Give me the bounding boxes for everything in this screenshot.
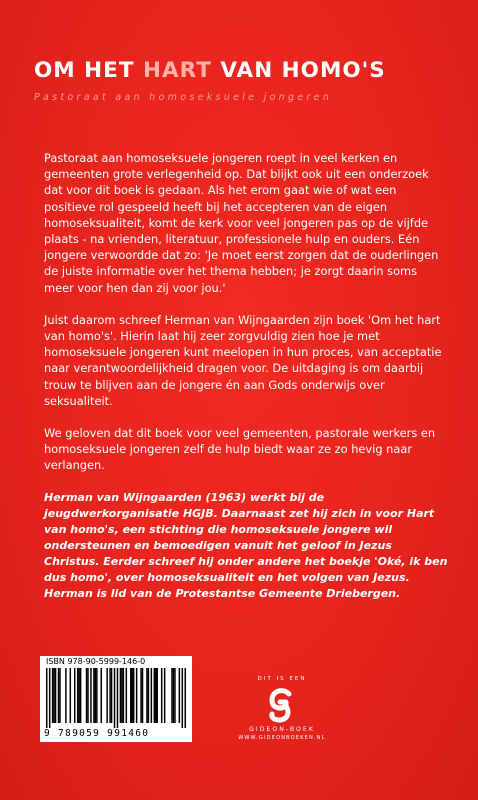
barcode-bar xyxy=(131,668,132,723)
barcode-bar xyxy=(133,668,134,723)
barcode-bar xyxy=(109,668,110,723)
barcode-bar xyxy=(58,668,59,723)
barcode-bar xyxy=(101,668,102,723)
blurb xyxy=(44,150,449,618)
barcode-bar xyxy=(136,668,137,723)
barcode-label xyxy=(40,656,192,742)
book-subtitle: Pastoraat aan homoseksuele jongeren xyxy=(34,92,333,103)
barcode-bar xyxy=(106,668,107,723)
barcode-bar xyxy=(90,668,91,723)
barcode-bar xyxy=(86,668,87,723)
blurb-paragraph-2: Juist daarom schreef Herman van Wijngaarden zijn boek 'Om het hart van homo's'. Hierin laat hij zeer zorgvuldig zien hoe je met homoseksuele jongeren kunt meelopen in hun proces, van acceptatie naar verantwoordelijkheid dragen voor. De uitdaging is om daarbij trouw te blijven aan de jongere én aan Gods onderwijs over seksualiteit. xyxy=(44,312,442,408)
g-logo-icon xyxy=(262,684,302,724)
barcode-bar xyxy=(95,668,96,723)
publisher-logo xyxy=(222,676,342,741)
barcode-bar xyxy=(87,668,88,723)
barcode-icon xyxy=(46,668,186,728)
title-part-1: OM HET xyxy=(34,58,143,83)
barcode-bar xyxy=(53,668,54,723)
blurb-paragraph-3: We geloven dat dit boek voor veel gemeenten, pastorale werkers en homoseksuele jongeren zelf de hulp biedt waar ze zo hevig naar verlangen. xyxy=(44,426,436,473)
barcode-bar xyxy=(117,668,118,728)
barcode-bar xyxy=(70,668,71,723)
barcode-bar xyxy=(46,668,47,728)
barcode-bar xyxy=(148,668,149,723)
barcode-bar xyxy=(77,668,78,723)
barcode-bar xyxy=(111,668,112,723)
barcode-bar xyxy=(59,668,60,723)
book-title xyxy=(34,58,386,83)
barcode-bar xyxy=(65,668,66,723)
title-part-2: VAN HOMO'S xyxy=(211,58,386,83)
barcode-bar xyxy=(126,668,127,723)
barcode-bar xyxy=(78,668,79,723)
barcode-bar xyxy=(179,668,180,723)
barcode-bar xyxy=(114,668,115,728)
barcode-bar xyxy=(96,668,97,723)
barcode-bar xyxy=(161,668,162,723)
blurb-paragraph-1: Pastoraat aan homoseksuele jongeren roept in veel kerken en gemeenten grote verlegenheid op. Dat blijkt ook uit een onderzoek dat voor dit boek is gedaan. Als het erom gaat wie of wat een positieve rol gespeeld heeft bij het accepteren van de eigen homoseksualiteit, komt de kerk voor veel jongeren pas op de vijfde plaats - na vrienden, literatuur, professionele hulp en ouders. Eén jongere verwoordde dat zo: 'Je moet eerst zorgen dat de ouderlingen de juiste informatie over het thema hebben; je zorgt daarin soms meer voor hen dan zij voor jou.' xyxy=(44,151,439,295)
barcode-bar xyxy=(164,668,165,723)
barcode-bar xyxy=(174,668,175,723)
barcode-bar xyxy=(171,668,172,723)
barcode-bar xyxy=(121,668,122,723)
barcode-bar xyxy=(182,668,183,728)
barcode-bar xyxy=(49,668,50,728)
barcode-bar xyxy=(154,668,155,723)
barcode-bar xyxy=(157,668,158,723)
barcode-bar xyxy=(93,668,94,723)
barcode-bar xyxy=(120,668,121,723)
ean-number: 9 789059 991460 xyxy=(44,728,150,739)
barcode-bar xyxy=(52,668,53,723)
publisher-tagline: DIT IS EEN xyxy=(257,676,307,682)
barcode-bar xyxy=(130,668,131,723)
barcode-bar xyxy=(55,668,56,723)
barcode-bar xyxy=(140,668,141,723)
barcode-bar xyxy=(185,668,186,728)
title-highlight: HART xyxy=(143,58,212,83)
publisher-name: GIDEON-BOEK xyxy=(249,726,315,733)
barcode-bar xyxy=(80,668,81,723)
isbn-number: ISBN 978-90-5999-146-0 xyxy=(46,657,146,666)
barcode-bar xyxy=(146,668,147,723)
barcode-bar xyxy=(123,668,124,723)
author-bio: Herman van Wijngaarden (1963) werkt bij de jeugdwerkorganisatie HGJB. Daarnaast zet hij zich in voor Hart van homo's, een stichting die homoseksuele jongere wil ondersteunen en bemoedigen vanuit het geloof in Jezus Christus. Eerder schreef hij onder andere het boekje 'Oké, ik ben dus homo', over homoseksualiteit en het volgen van Jezus. Herman is lid van de Protestantse Gemeente Driebergen. xyxy=(44,490,448,600)
barcode-bar xyxy=(155,668,156,723)
barcode-bar xyxy=(142,668,143,723)
publisher-website: WWW.GIDEONBOEKEN.NL xyxy=(238,735,326,741)
barcode-bar xyxy=(151,668,152,723)
barcode-bar xyxy=(74,668,75,723)
barcode-bar xyxy=(173,668,174,723)
